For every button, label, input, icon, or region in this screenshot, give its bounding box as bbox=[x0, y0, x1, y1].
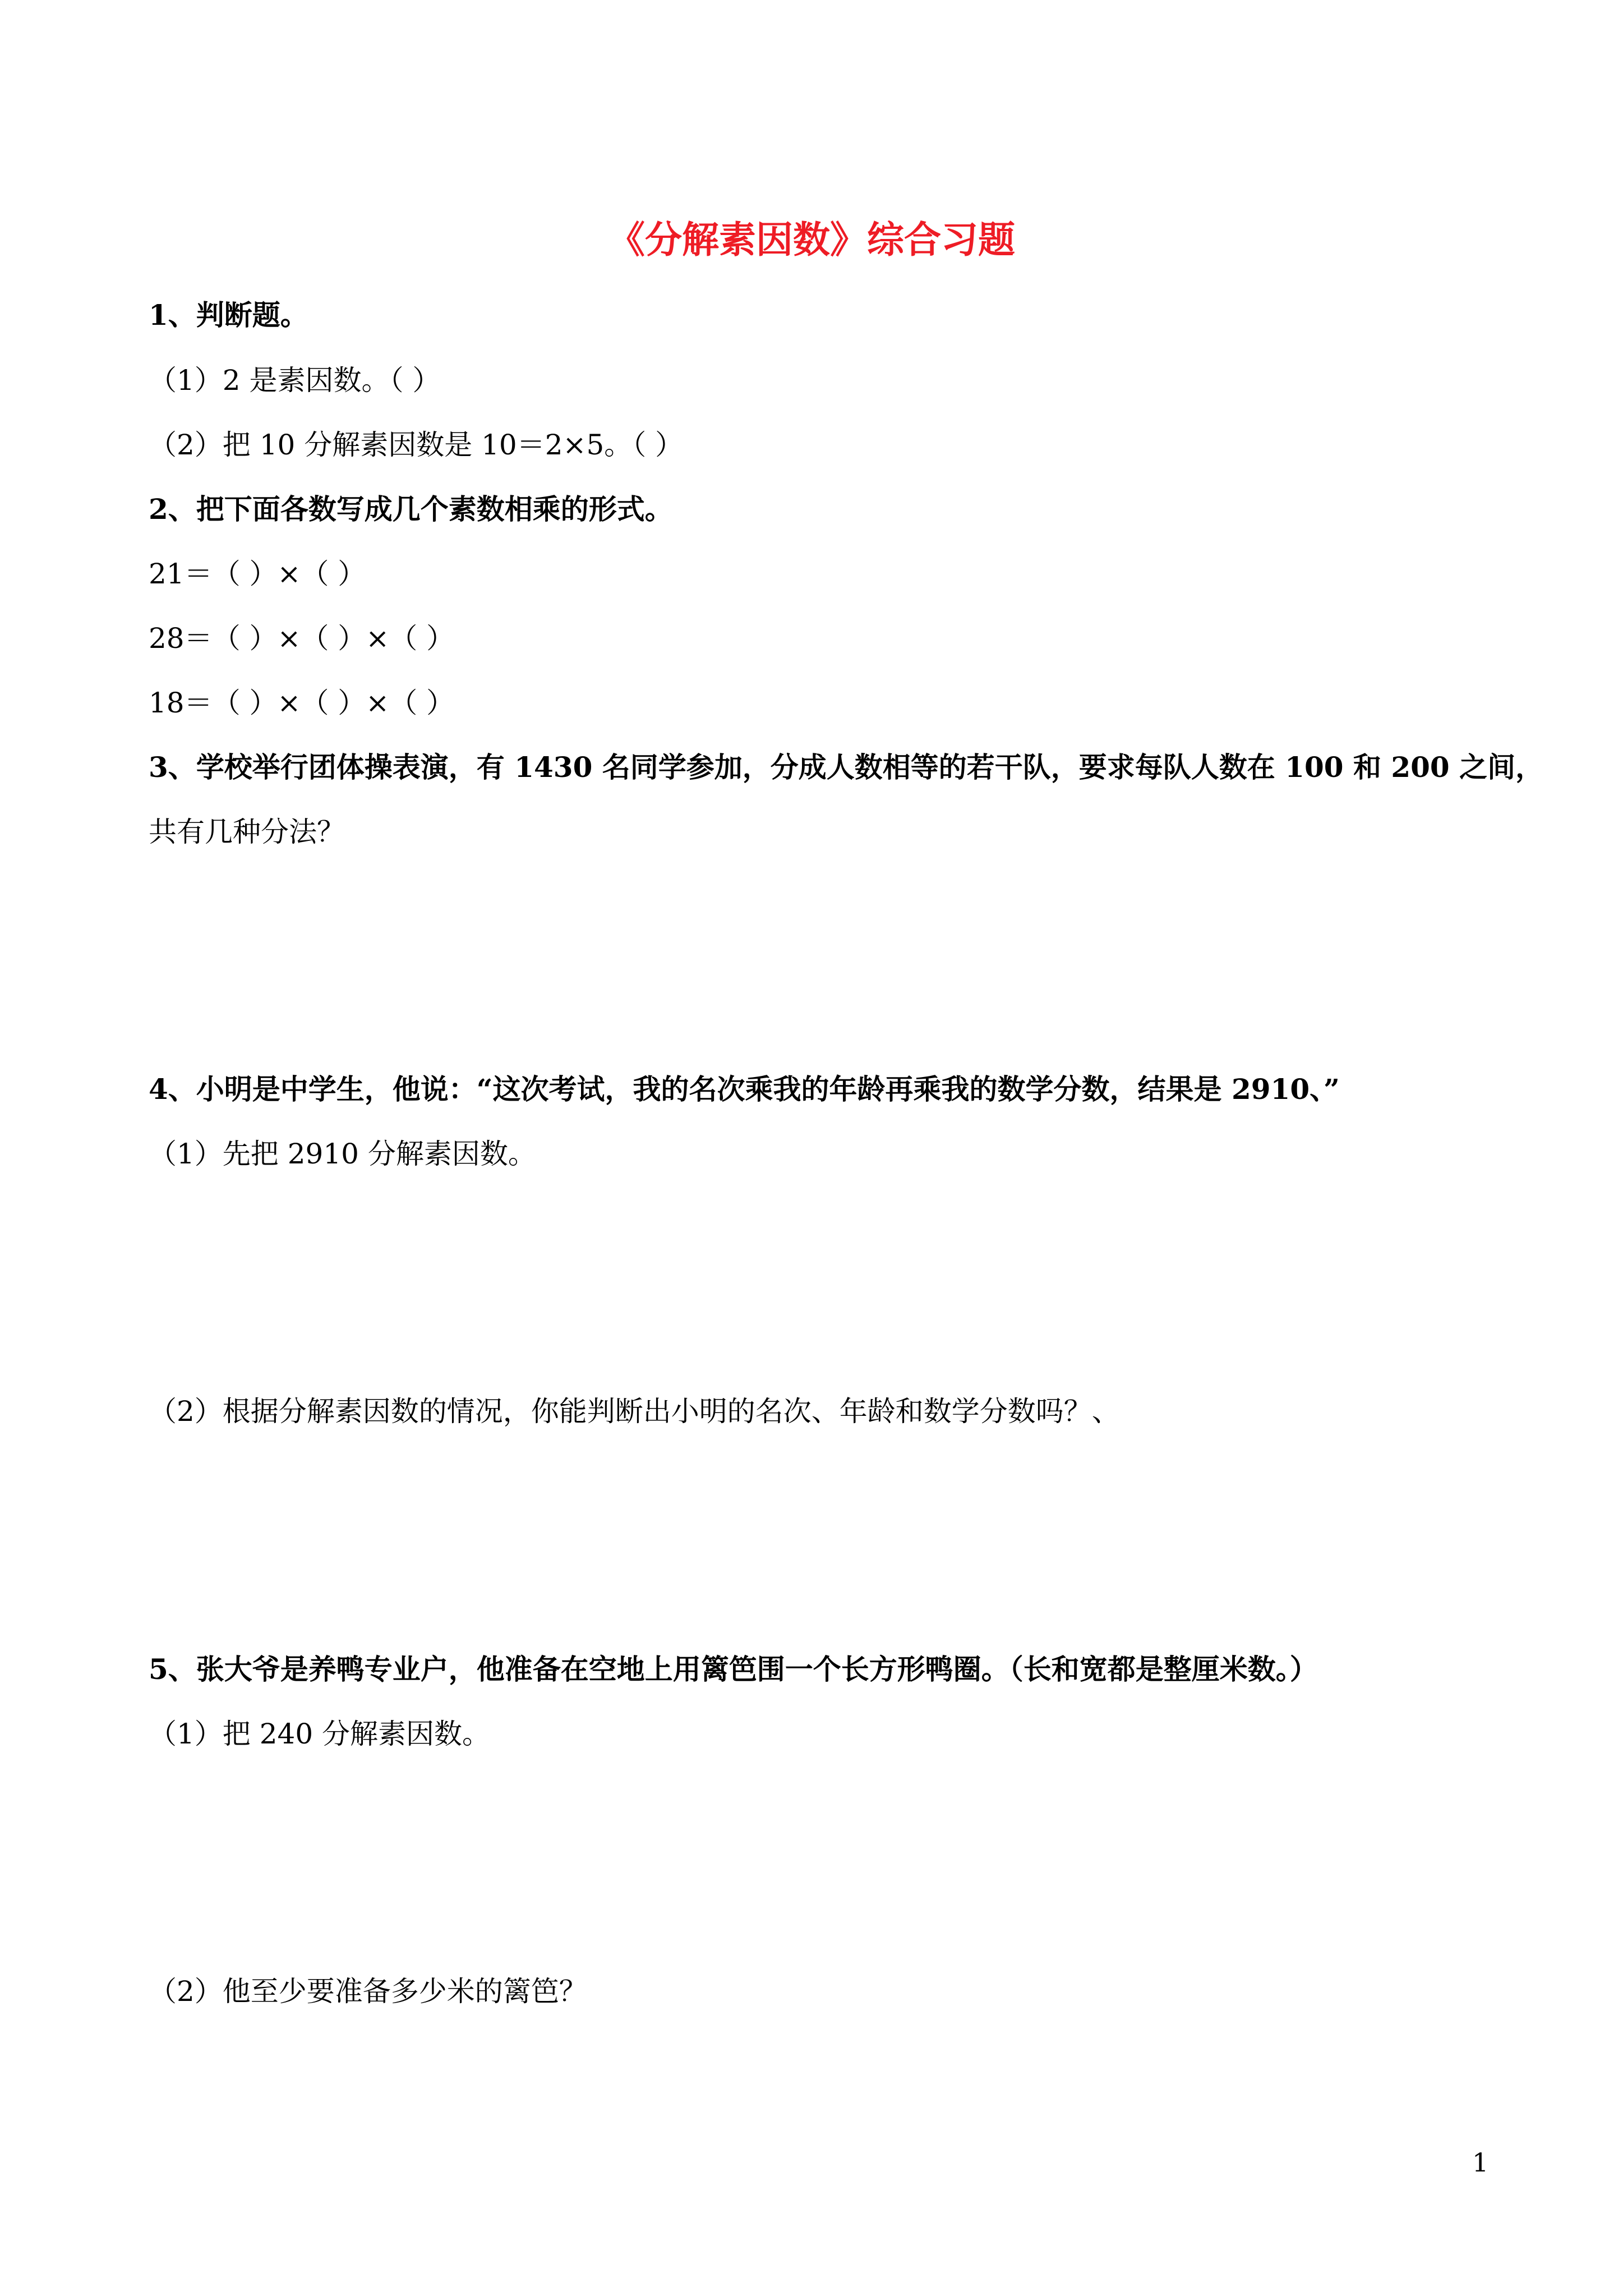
question-4-heading: 4、小明是中学生，他说：“这次考试，我的名次乘我的年龄再乘我的数学分数，结果是 2910、” bbox=[149, 1073, 1340, 1106]
question-5-heading: 5、张大爷是养鸭专业户，他准备在空地上用篱笆围一个长方形鸭圈。（长和宽都是整厘米数。） bbox=[149, 1653, 1318, 1686]
question-2-item-18: 18＝（ ）×（ ）×（ ） bbox=[149, 687, 455, 719]
question-4-item-2: （2）根据分解素因数的情况，你能判断出小明的名次、年龄和数学分数吗？、 bbox=[149, 1395, 1120, 1428]
question-2-item-28: 28＝（ ）×（ ）×（ ） bbox=[149, 622, 455, 655]
page-number: 1 bbox=[1472, 2147, 1489, 2178]
question-4-item-1: （1）先把 2910 分解素因数。 bbox=[149, 1138, 536, 1170]
question-1-heading: 1、判断题。 bbox=[149, 298, 308, 332]
worksheet-title: 《分解素因数》综合习题 bbox=[608, 218, 1015, 261]
question-1-item-2: （2）把 10 分解素因数是 10＝2×5。（ ） bbox=[149, 429, 684, 461]
question-5-item-1: （1）把 240 分解素因数。 bbox=[149, 1718, 491, 1750]
question-3-line-1: 3、学校举行团体操表演，有 1430 名同学参加，分成人数相等的若干队，要求每队人数在 100 和 200 之间， bbox=[149, 751, 1544, 784]
question-2-heading: 2、把下面各数写成几个素数相乘的形式。 bbox=[149, 493, 673, 526]
question-1-item-1: （1）2 是素因数。（ ） bbox=[149, 364, 441, 397]
question-3-line-2: 共有几种分法？ bbox=[149, 816, 345, 848]
question-2-item-21: 21＝（ ）×（ ） bbox=[149, 558, 366, 590]
question-5-item-2: （2）他至少要准备多少米的篱笆？ bbox=[149, 1975, 587, 2008]
